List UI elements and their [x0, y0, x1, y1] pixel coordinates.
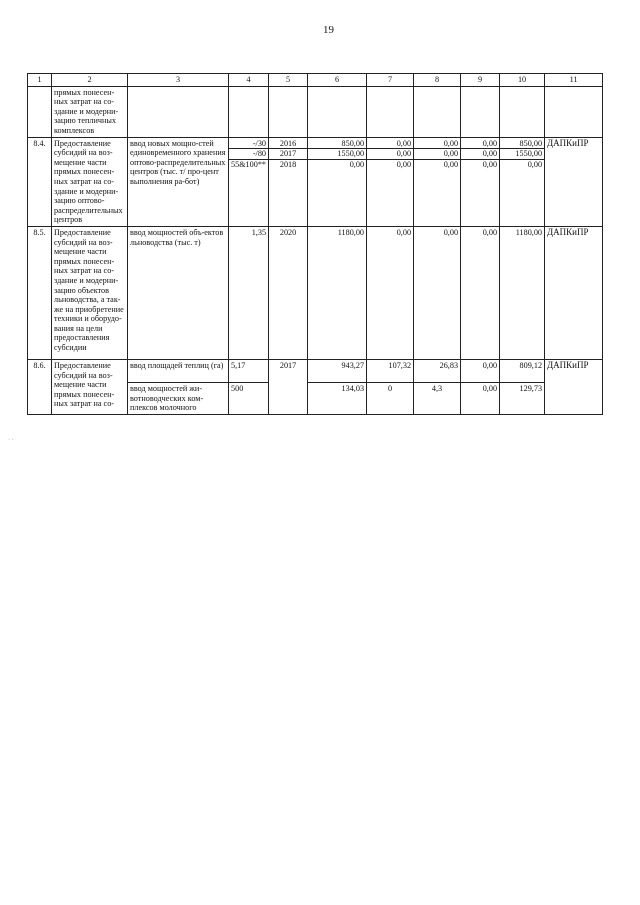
total-values: 943,27 134,03 [308, 359, 367, 414]
years: 2016 2017 2018 [269, 137, 308, 226]
target-values: 5,17 500 [229, 359, 269, 414]
header-cell: 8 [414, 74, 461, 87]
program-table [27, 73, 603, 415]
header-cell: 2 [52, 74, 128, 87]
header-cell: 1 [28, 74, 52, 87]
header-cell: 7 [367, 74, 414, 87]
target-values: -/30 -/80 55&100** [229, 137, 269, 226]
header-cell: 4 [229, 74, 269, 87]
measure-description: Предоставление субсидий на воз-мещение части прямых понесен-ных затрат на со-здание и модерни-зацию оптово-распределительных центров [52, 137, 128, 226]
extra-budget-values: 809,12 129,73 [500, 359, 545, 414]
local-values: 0,00 0,00 [461, 359, 500, 414]
table-row [28, 137, 603, 226]
year: 2020 [269, 226, 308, 359]
local-values: 0,00 0,00 0,00 [461, 137, 500, 226]
scan-mark: · · [8, 437, 14, 443]
header-cell: 3 [128, 74, 229, 87]
total-value: 1180,00 [308, 226, 367, 359]
table-row [28, 86, 603, 137]
row-number: 8.4. [28, 137, 52, 226]
extra-budget-value: 1180,00 [500, 226, 545, 359]
total-values: 850,00 1550,00 0,00 [308, 137, 367, 226]
table-row [28, 226, 603, 359]
federal-value: 0,00 [367, 226, 414, 359]
year: 2017 [269, 359, 308, 414]
regional-value: 0,00 [414, 226, 461, 359]
executor: ДАПКиПР [545, 359, 603, 414]
page-number: 19 [323, 24, 334, 36]
header-cell: 6 [308, 74, 367, 87]
measure-description: прямых понесен-ных затрат на со-здание и модерни-зацию тепличных комплексов [52, 86, 128, 137]
header-cell: 10 [500, 74, 545, 87]
row-number: 8.6. [28, 359, 52, 414]
executor: ДАПКиПР [545, 226, 603, 359]
measure-description: Предоставление субсидий на воз-мещение части прямых понесен-ных затрат на со- [52, 359, 128, 414]
federal-values: 0,00 0,00 0,00 [367, 137, 414, 226]
header-cell: 9 [461, 74, 500, 87]
indicators: ввод площадей теплиц (га) ввод мощностей жи-вотноводческих ком-плексов молочного [128, 359, 229, 414]
row-number: 8.5. [28, 226, 52, 359]
federal-values: 107,32 0 [367, 359, 414, 414]
target-value: 1,35 [229, 226, 269, 359]
header-row [28, 74, 603, 87]
table-row [28, 359, 603, 414]
measure-description: Предоставление субсидий на воз-мещение части прямых понесен-ных затрат на со-здание и модерни-зацию объектов льноводства, а так-же на приобретение техники и оборудо-вания на цели предоставления субсидии [52, 226, 128, 359]
indicator: ввод новых мощно-стей единовременного хранения оптово-распределительных центров (тыс. т/ про-цент выполнения ра-бот) [128, 137, 229, 226]
header-cell: 5 [269, 74, 308, 87]
indicator: ввод мощностей объ-ектов льноводства (тыс. т) [128, 226, 229, 359]
extra-budget-values: 850,00 1550,00 0,00 [500, 137, 545, 226]
regional-values: 26,83 4,3 [414, 359, 461, 414]
regional-values: 0,00 0,00 0,00 [414, 137, 461, 226]
local-value: 0,00 [461, 226, 500, 359]
executor: ДАПКиПР [545, 137, 603, 226]
header-cell: 11 [545, 74, 603, 87]
